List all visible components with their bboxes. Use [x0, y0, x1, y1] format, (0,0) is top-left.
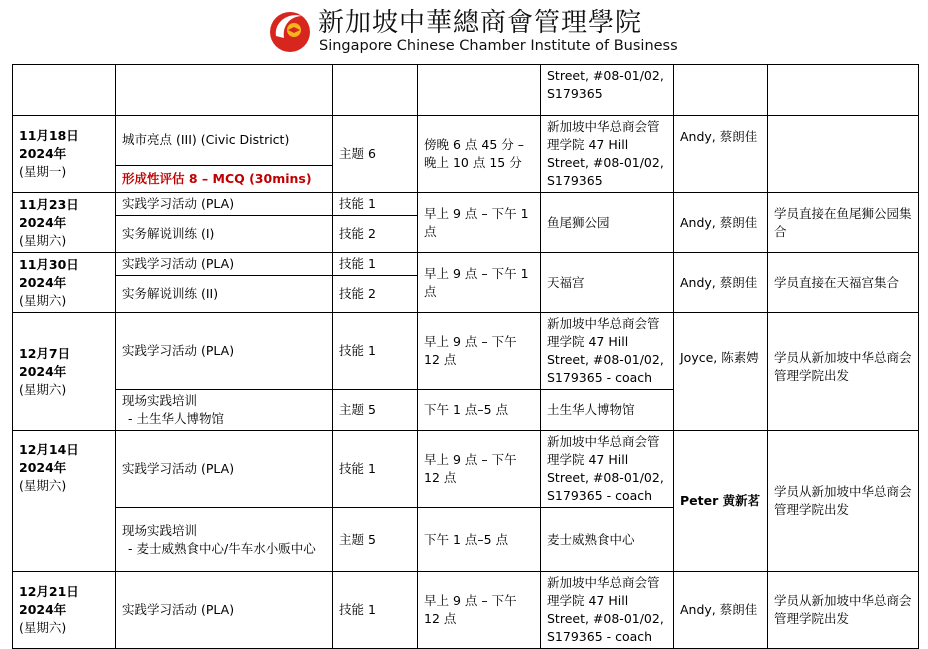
venue-cell: 麦士威熟食中心: [541, 508, 674, 572]
date-weekday: (星期一): [19, 164, 67, 179]
date-day: 12月21日: [19, 584, 79, 599]
trainer-cell: Andy, 蔡朗佳: [674, 193, 768, 253]
time-cell: 下午 1 点–5 点: [418, 390, 541, 431]
activity-cell: [116, 508, 333, 572]
table-row: [13, 572, 919, 649]
schedule-table: [12, 64, 919, 649]
date-day: 11月18日: [19, 128, 79, 143]
activity-cell: 实务解说训练 (II): [116, 276, 333, 313]
time-cell: 早上 9 点 – 下午 12 点: [418, 572, 541, 649]
institute-logo-icon: [266, 6, 314, 54]
remarks-cell: 学员从新加坡中华总商会管理学院出发: [768, 313, 919, 431]
date-year: 2024年: [19, 602, 67, 617]
date-day: 12月7日: [19, 345, 71, 361]
date-cell: [13, 431, 116, 572]
module-cell: [333, 65, 418, 116]
date-year: 2024年: [19, 460, 67, 475]
activity-cell: 实践学习活动 (PLA): [116, 431, 333, 508]
date-year: 2024年: [19, 274, 67, 290]
date-cell: [13, 193, 116, 253]
assessment-cell: 形成性评估 8 – MCQ (30mins): [116, 165, 333, 192]
date-weekday: (星期六): [19, 232, 67, 248]
time-cell: 早上 9 点 – 下午 1 点: [418, 253, 541, 313]
field-training-item: - 麦士威熟食中心/牛车水小贩中心: [128, 540, 316, 556]
field-training-item: - 土生华人博物馆: [128, 411, 224, 426]
date-cell: [13, 253, 116, 313]
table-row: [13, 193, 919, 216]
activity-cell: 实务解说训练 (I): [116, 216, 333, 253]
venue-cell: 新加坡中华总商会管理学院 47 Hill Street, #08-01/02, S179365 - coach: [541, 313, 674, 390]
time-cell: 早上 9 点 – 下午 12 点: [418, 431, 541, 508]
date-year: 2024年: [19, 146, 67, 161]
remarks-cell: 学员直接在鱼尾狮公园集合: [768, 193, 919, 253]
date-year: 2024年: [19, 363, 67, 379]
date-weekday: (星期六): [19, 381, 67, 397]
trainer-cell: Andy, 蔡朗佳: [674, 253, 768, 313]
venue-cell: 天福宫: [541, 253, 674, 313]
trainer-cell: Andy, 蔡朗佳: [674, 572, 768, 649]
table-row: [13, 65, 919, 116]
venue-cell: 新加坡中华总商会管理学院 47 Hill Street, #08-01/02, S179365: [541, 116, 674, 193]
date-cell: [13, 313, 116, 431]
institute-name-english: Singapore Chinese Chamber Institute of Business: [319, 38, 678, 54]
table-row: [13, 313, 919, 390]
module-cell: 技能 2: [333, 216, 418, 253]
remarks-cell: 学员从新加坡中华总商会管理学院出发: [768, 572, 919, 649]
activity-cell: [116, 390, 333, 431]
field-training-title: 现场实践培训: [122, 393, 198, 408]
date-cell: [13, 572, 116, 649]
venue-cell: 新加坡中华总商会管理学院 47 Hill Street, #08-01/02, S179365 - coach: [541, 431, 674, 508]
module-cell: 技能 1: [333, 253, 418, 276]
activity-cell: 实践学习活动 (PLA): [116, 253, 333, 276]
activity-cell: [116, 65, 333, 116]
venue-cell: 土生华人博物馆: [541, 390, 674, 431]
module-cell: 技能 1: [333, 313, 418, 390]
date-weekday: (星期六): [19, 620, 67, 635]
date-cell: [13, 116, 116, 193]
module-cell: 技能 1: [333, 572, 418, 649]
remarks-cell: [768, 65, 919, 116]
trainer-cell: Joyce, 陈素娉: [674, 313, 768, 431]
remarks-cell: [768, 116, 919, 193]
activity-cell: 实践学习活动 (PLA): [116, 572, 333, 649]
date-day: 11月23日: [19, 196, 79, 212]
venue-cell: 新加坡中华总商会管理学院 47 Hill Street, #08-01/02, S179365 - coach: [541, 572, 674, 649]
trainer-cell: Andy, 蔡朗佳: [674, 116, 768, 193]
module-cell: 主题 6: [333, 116, 418, 193]
document-header: [0, 0, 928, 62]
remarks-cell: 学员从新加坡中华总商会管理学院出发: [768, 431, 919, 572]
activity-cell: 城市亮点 (III) (Civic District): [116, 116, 333, 166]
time-cell: 早上 9 点 – 下午 1 点: [418, 193, 541, 253]
time-cell: 傍晚 6 点 45 分 – 晚上 10 点 15 分: [418, 116, 541, 193]
institute-name-chinese: 新加坡中華總商會管理學院: [318, 8, 643, 38]
date-year: 2024年: [19, 214, 67, 230]
module-cell: 技能 2: [333, 276, 418, 313]
venue-cell: Street, #08-01/02, S179365: [541, 65, 674, 116]
time-cell: 下午 1 点–5 点: [418, 508, 541, 572]
activity-cell: 实践学习活动 (PLA): [116, 313, 333, 390]
remarks-cell: 学员直接在天福宫集合: [768, 253, 919, 313]
time-cell: 早上 9 点 – 下午 12 点: [418, 313, 541, 390]
module-cell: 技能 1: [333, 431, 418, 508]
trainer-cell: [674, 65, 768, 116]
module-cell: 技能 1: [333, 193, 418, 216]
field-training-title: 现场实践培训: [122, 522, 198, 538]
date-day: 11月30日: [19, 256, 79, 272]
module-cell: 主题 5: [333, 390, 418, 431]
venue-cell: 鱼尾狮公园: [541, 193, 674, 253]
table-row: [13, 431, 919, 508]
activity-cell: 实践学习活动 (PLA): [116, 193, 333, 216]
date-day: 12月14日: [19, 442, 79, 457]
table-row: [13, 116, 919, 166]
time-cell: [418, 65, 541, 116]
trainer-cell: Peter 黄新茗: [674, 431, 768, 572]
table-row: [13, 253, 919, 276]
module-cell: 主题 5: [333, 508, 418, 572]
date-weekday: (星期六): [19, 292, 67, 308]
date-weekday: (星期六): [19, 478, 67, 493]
date-cell: [13, 65, 116, 116]
